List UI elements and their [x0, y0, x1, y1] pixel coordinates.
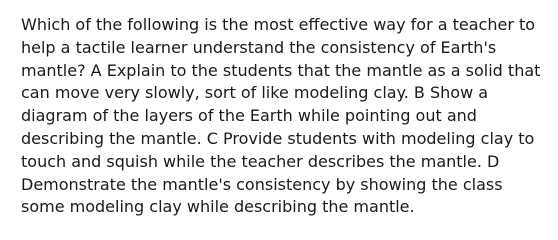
- question-line: describing the mantle. C Provide students with modeling clay to: [21, 128, 535, 148]
- question-line: can move very slowly, sort of like modeling clay. B Show a: [21, 83, 489, 103]
- question-line: Demonstrate the mantle's consistency by showing the class: [21, 174, 503, 194]
- question-line: help a tactile learner understand the consistency of Earth's: [21, 37, 497, 57]
- question-line: Which of the following is the most effective way for a teacher to: [21, 15, 536, 34]
- question-line: touch and squish while the teacher describes the mantle. D: [21, 151, 500, 171]
- question-line: mantle? A Explain to the students that the mantle as a solid that: [21, 60, 541, 80]
- question-text: [21, 14, 541, 219]
- question-line: diagram of the layers of the Earth while pointing out and: [21, 106, 477, 126]
- question-line: some modeling clay while describing the mantle.: [21, 197, 415, 217]
